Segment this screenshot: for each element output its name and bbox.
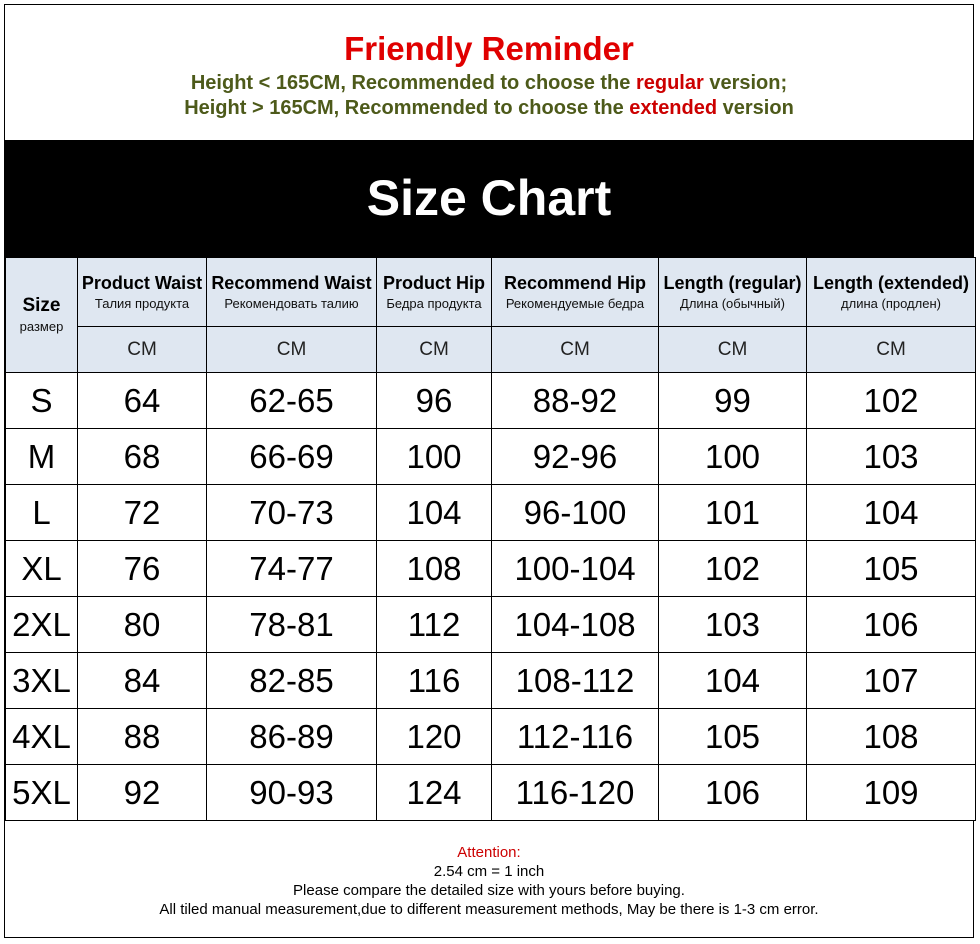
recommend-hip-cell: 112-116 — [492, 709, 659, 765]
recommend-waist-cell: 74-77 — [207, 541, 377, 597]
attention-notes — [5, 843, 973, 919]
length-regular-cell: 104 — [659, 653, 807, 709]
table-row — [6, 653, 976, 709]
recommend-waist-cell: 86-89 — [207, 709, 377, 765]
unit-cell: CM — [807, 327, 976, 373]
reminder-line-extended — [5, 96, 973, 120]
product-hip-cell: 124 — [377, 765, 492, 821]
header-label-ru: Рекомендовать талию — [224, 296, 359, 311]
table-row — [6, 485, 976, 541]
size-cell: XL — [6, 541, 78, 597]
header-label-ru: Рекомендуемые бедра — [505, 296, 645, 311]
header-label-en: Product Waist — [81, 273, 203, 293]
size-header-en: Size — [22, 295, 61, 316]
size-rows — [6, 373, 976, 821]
length-extended-cell: 104 — [807, 485, 976, 541]
product-hip-cell: 108 — [377, 541, 492, 597]
size-header-cell — [6, 258, 78, 373]
recommend-waist-cell: 66-69 — [207, 429, 377, 485]
header-recommend-hip — [492, 258, 659, 327]
unit-cell: CM — [207, 327, 377, 373]
table-unit-row — [6, 327, 976, 373]
unit-cell: CM — [377, 327, 492, 373]
recommend-waist-cell: 62-65 — [207, 373, 377, 429]
length-regular-cell: 106 — [659, 765, 807, 821]
table-row — [6, 597, 976, 653]
length-extended-cell: 103 — [807, 429, 976, 485]
size-cell: 3XL — [6, 653, 78, 709]
header-length-extended — [807, 258, 976, 327]
size-cell: M — [6, 429, 78, 485]
recommend-hip-cell: 96-100 — [492, 485, 659, 541]
product-hip-cell: 120 — [377, 709, 492, 765]
reminder-line-text: version — [717, 97, 794, 119]
header-label-ru: Бедра продукта — [386, 296, 482, 311]
recommend-hip-cell: 108-112 — [492, 653, 659, 709]
product-waist-cell: 80 — [78, 597, 207, 653]
attention-label: Attention: — [457, 844, 521, 861]
product-hip-cell: 100 — [377, 429, 492, 485]
recommend-hip-cell: 88-92 — [492, 373, 659, 429]
length-regular-cell: 99 — [659, 373, 807, 429]
size-chart-banner — [5, 140, 973, 257]
size-header-ru: размер — [19, 319, 64, 334]
recommend-hip-cell: 100-104 — [492, 541, 659, 597]
header-label-ru: Длина (обычный) — [680, 296, 785, 311]
product-waist-cell: 72 — [78, 485, 207, 541]
unit-cell: CM — [78, 327, 207, 373]
recommend-hip-cell: 104-108 — [492, 597, 659, 653]
reminder-title: Friendly Reminder — [344, 30, 634, 67]
reminder-line-text: Height < 165CM, Recommended to choose the — [190, 72, 636, 94]
unit-cell: CM — [659, 327, 807, 373]
header-label-en: Recommend Hip — [503, 273, 647, 293]
product-hip-cell: 112 — [377, 597, 492, 653]
length-regular-cell: 105 — [659, 709, 807, 765]
length-regular-cell: 103 — [659, 597, 807, 653]
length-extended-cell: 109 — [807, 765, 976, 821]
product-waist-cell: 68 — [78, 429, 207, 485]
recommend-waist-cell: 82-85 — [207, 653, 377, 709]
table-row — [6, 765, 976, 821]
product-waist-cell: 88 — [78, 709, 207, 765]
table-row — [6, 429, 976, 485]
table-row — [6, 541, 976, 597]
product-hip-cell: 104 — [377, 485, 492, 541]
reminder-line-text: version; — [703, 72, 788, 94]
product-hip-cell: 116 — [377, 653, 492, 709]
reminder-highlight-extended: extended — [629, 97, 718, 119]
measurement-note: All tiled manual measurement,due to different measurement methods, May be there is 1-3 cm error. — [159, 901, 819, 918]
header-label-ru: Талия продукта — [94, 296, 190, 311]
size-cell: L — [6, 485, 78, 541]
product-waist-cell: 92 — [78, 765, 207, 821]
length-extended-cell: 105 — [807, 541, 976, 597]
size-cell: 5XL — [6, 765, 78, 821]
size-cell: S — [6, 373, 78, 429]
recommend-hip-cell: 116-120 — [492, 765, 659, 821]
length-extended-cell: 108 — [807, 709, 976, 765]
recommend-waist-cell: 78-81 — [207, 597, 377, 653]
length-extended-cell: 106 — [807, 597, 976, 653]
header-label-en: Product Hip — [383, 273, 485, 293]
reminder-highlight-regular: regular — [635, 72, 704, 94]
friendly-reminder — [5, 5, 973, 140]
reminder-line-text: Height > 165CM, Recommended to choose the — [184, 97, 630, 119]
length-regular-cell: 100 — [659, 429, 807, 485]
recommend-waist-cell: 70-73 — [207, 485, 377, 541]
header-product-waist — [78, 258, 207, 327]
size-chart-card — [4, 4, 974, 938]
size-cell: 4XL — [6, 709, 78, 765]
length-extended-cell: 107 — [807, 653, 976, 709]
header-label-en: Length (extended) — [813, 273, 969, 293]
table-row — [6, 709, 976, 765]
table-row — [6, 373, 976, 429]
product-waist-cell: 76 — [78, 541, 207, 597]
product-hip-cell: 96 — [377, 373, 492, 429]
table-header-row — [6, 258, 976, 327]
product-waist-cell: 84 — [78, 653, 207, 709]
size-table — [5, 257, 976, 821]
reminder-line-regular — [5, 71, 973, 95]
length-regular-cell: 101 — [659, 485, 807, 541]
recommend-waist-cell: 90-93 — [207, 765, 377, 821]
recommend-hip-cell: 92-96 — [492, 429, 659, 485]
header-label-ru: длина (продлен) — [841, 296, 941, 311]
header-label-en: Length (regular) — [663, 273, 802, 293]
header-length-regular — [659, 258, 807, 327]
length-extended-cell: 102 — [807, 373, 976, 429]
header-label-en: Recommend Waist — [211, 273, 372, 293]
size-cell: 2XL — [6, 597, 78, 653]
unit-cell: CM — [492, 327, 659, 373]
conversion-note: 2.54 cm = 1 inch — [433, 863, 545, 880]
length-regular-cell: 102 — [659, 541, 807, 597]
banner-title: Size Chart — [366, 170, 612, 226]
header-recommend-waist — [207, 258, 377, 327]
header-product-hip — [377, 258, 492, 327]
compare-note: Please compare the detailed size with yours before buying. — [293, 882, 685, 899]
product-waist-cell: 64 — [78, 373, 207, 429]
